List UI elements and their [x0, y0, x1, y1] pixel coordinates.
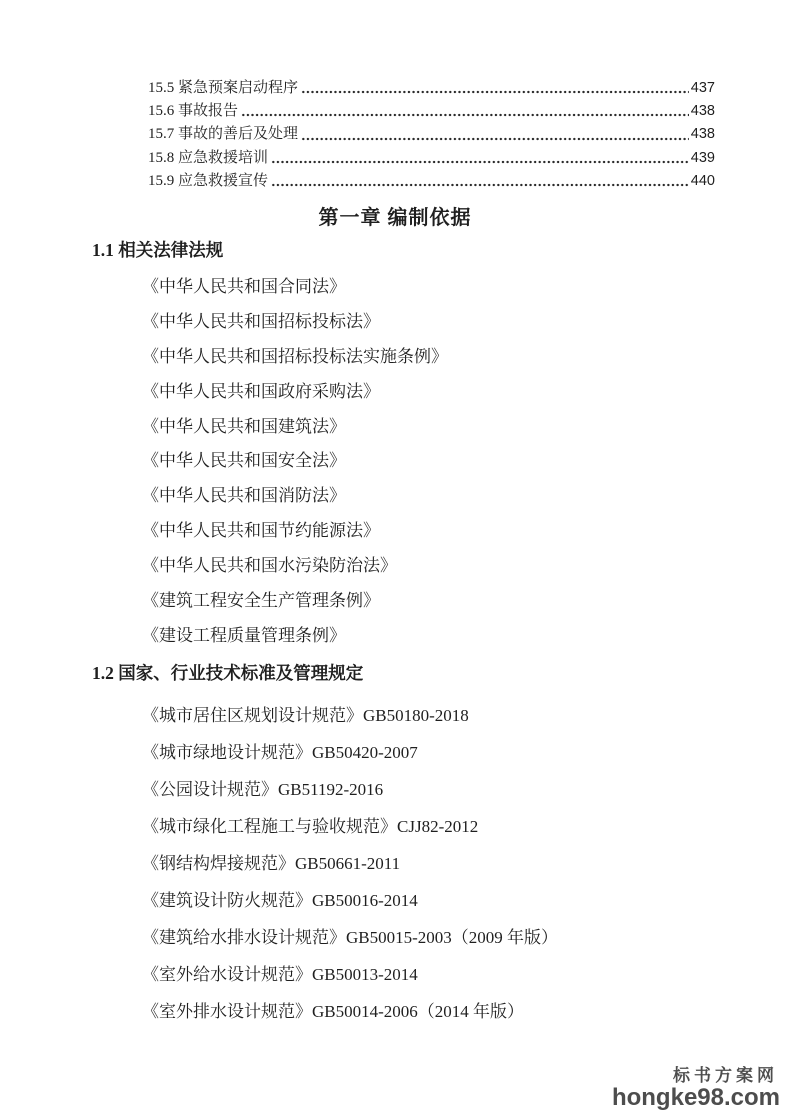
chapter-title: 第一章 编制依据 [318, 207, 472, 229]
law-list-item: 《建设工程质量管理条例》 [142, 625, 346, 645]
law-list [142, 270, 448, 654]
toc-entry-page-number: 440 [690, 172, 715, 189]
toc-entry [148, 122, 715, 145]
standard-list-item: 《城市绿化工程施工与验收规范》CJJ82-2012 [142, 817, 479, 836]
law-list-item: 《中华人民共和国水污染防治法》 [142, 556, 397, 576]
standard-list-item: 《城市居住区规划设计规范》GB50180-2018 [142, 706, 469, 725]
watermark-site-url: hongke98.com [611, 1083, 780, 1111]
toc-entry-page-number: 438 [690, 126, 715, 143]
toc-dot-leader [271, 182, 689, 188]
law-list-item: 《中华人民共和国建筑法》 [142, 416, 346, 436]
standard-list-item: 《钢结构焊接规范》GB50661-2011 [142, 854, 401, 873]
section-heading-1-1: 1.1 相关法律法规 [92, 240, 224, 260]
law-list-item: 《中华人民共和国消防法》 [142, 486, 346, 506]
standard-list-item: 《建筑设计防火规范》GB50016-2014 [142, 891, 418, 910]
table-of-contents [148, 76, 715, 192]
standard-list-item: 《公园设计规范》GB51192-2016 [142, 780, 384, 799]
toc-entry-label: 15.5 紧急预案启动程序 [148, 80, 299, 96]
toc-dot-leader [241, 112, 689, 118]
toc-entry-label: 15.9 应急救援宣传 [148, 172, 269, 189]
toc-dot-leader [271, 159, 689, 165]
law-list-item: 《中华人民共和国政府采购法》 [142, 381, 380, 401]
law-list-item: 《中华人民共和国招标投标法》 [142, 311, 380, 331]
standard-list-item: 《城市绿地设计规范》GB50420-2007 [142, 743, 418, 762]
standard-list-item: 《室外给水设计规范》GB50013-2014 [142, 965, 418, 984]
law-list-item: 《中华人民共和国招标投标法实施条例》 [142, 346, 448, 366]
toc-entry-label: 15.7 事故的善后及处理 [148, 126, 299, 143]
law-list-item: 《中华人民共和国合同法》 [142, 277, 346, 296]
standard-list-item: 《室外排水设计规范》GB50014-2006（2014 年版） [142, 1002, 525, 1021]
law-list-item: 《中华人民共和国节约能源法》 [142, 521, 380, 541]
standard-list-item: 《建筑给水排水设计规范》GB50015-2003（2009 年版） [142, 928, 559, 947]
toc-entry [148, 76, 715, 99]
section-heading-1-2: 1.2 国家、行业技术标准及管理规定 [92, 663, 364, 683]
toc-entry-page-number: 438 [690, 103, 715, 120]
watermark-site-name: 标书方案网 [673, 1065, 778, 1085]
toc-entry-page-number: 437 [690, 80, 715, 96]
toc-entry [148, 169, 715, 192]
toc-dot-leader [301, 89, 689, 95]
site-watermark [612, 1067, 780, 1110]
toc-entry-page-number: 439 [690, 149, 715, 166]
standard-list [142, 697, 558, 1030]
law-list-item: 《中华人民共和国安全法》 [142, 451, 346, 471]
toc-dot-leader [301, 136, 689, 142]
toc-entry-label: 15.8 应急救援培训 [148, 149, 269, 166]
toc-entry-label: 15.6 事故报告 [148, 103, 239, 120]
toc-entry [148, 146, 715, 169]
toc-entry [148, 99, 715, 122]
law-list-item: 《建筑工程安全生产管理条例》 [142, 591, 380, 611]
